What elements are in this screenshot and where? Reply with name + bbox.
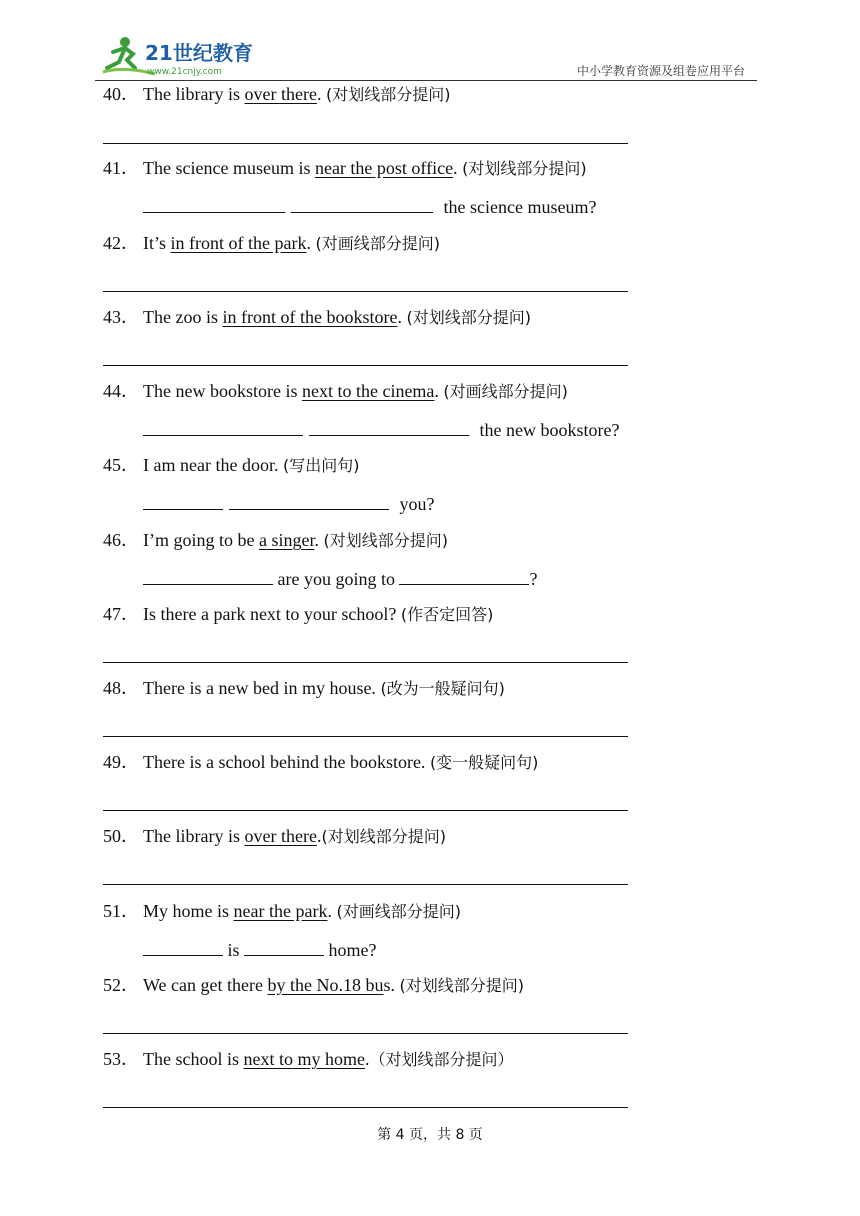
question-51: 51． My home is near the park. (对画线部分提问)	[103, 897, 461, 926]
question-52: 52． We can get there by the No.18 bus. (对划线部分提问)	[103, 971, 524, 1000]
underlined-phrase: near the park	[233, 901, 328, 921]
instruction-note: （对划线部分提问）	[369, 1050, 514, 1069]
instruction-note: (作否定回答)	[400, 605, 494, 624]
answer-row-44: the new bookstore?	[143, 415, 619, 444]
answer-blank[interactable]	[291, 192, 433, 213]
question-number: 53．	[103, 1049, 139, 1069]
question-47: 47． Is there a park next to your school? (作否定回答)	[103, 600, 493, 629]
site-label: 中小学教育资源及组卷应用平台	[576, 64, 745, 78]
question-40: 40． The library is over there. (对划线部分提问)	[103, 80, 450, 109]
underlined-phrase: a singer	[258, 530, 315, 550]
question-number: 44．	[103, 381, 139, 401]
question-number: 45．	[103, 455, 139, 475]
underlined-phrase: in front of the bookstore	[222, 307, 398, 327]
question-number: 43．	[103, 307, 139, 327]
answer-line[interactable]	[103, 291, 628, 292]
question-48: 48． There is a new bed in my house. (改为一般疑问句)	[103, 674, 505, 703]
question-number: 48．	[103, 678, 139, 698]
question-43: 43． The zoo is in front of the bookstore. (对划线部分提问)	[103, 303, 531, 332]
page-header	[95, 32, 757, 82]
instruction-note: (对划线部分提问)	[323, 531, 448, 550]
answer-row-51: is home?	[143, 935, 377, 964]
underlined-phrase: near the post office	[314, 158, 454, 178]
answer-blank[interactable]	[309, 415, 469, 436]
answer-line[interactable]	[103, 143, 628, 144]
answer-blank[interactable]	[143, 489, 223, 510]
instruction-note: (写出问句)	[282, 456, 360, 475]
instruction-note: (对划线部分提问)	[406, 308, 531, 327]
question-number: 47．	[103, 604, 139, 624]
answer-line[interactable]	[103, 810, 628, 811]
answer-blank[interactable]	[244, 935, 324, 956]
underlined-phrase: next to the cinema	[301, 381, 435, 401]
instruction-note: (对划线部分提问)	[325, 85, 451, 104]
answer-blank[interactable]	[143, 192, 285, 213]
question-44: 44． The new bookstore is next to the cinema. (对画线部分提问)	[103, 377, 568, 406]
answer-line[interactable]	[103, 365, 628, 366]
logo-url: www.21cnjy.com	[147, 67, 222, 77]
underlined-phrase: next to my home	[243, 1049, 365, 1069]
answer-line[interactable]	[103, 736, 628, 737]
instruction-note: (改为一般疑问句)	[380, 679, 505, 698]
question-41: 41． The science museum is near the post office. (对划线部分提问)	[103, 154, 587, 183]
question-number: 40．	[103, 84, 139, 104]
underlined-phrase: over there	[244, 84, 317, 104]
instruction-note: (对划线部分提问)	[321, 827, 446, 846]
logo-21cnjy	[95, 32, 295, 80]
instruction-note: (变一般疑问句)	[429, 753, 539, 772]
instruction-note: (对划线部分提问)	[399, 976, 524, 995]
question-number: 50．	[103, 826, 139, 846]
question-45: 45． I am near the door. (写出问句)	[103, 451, 359, 480]
question-46: 46． I’m going to be a singer. (对划线部分提问)	[103, 526, 448, 555]
underlined-phrase: over there	[244, 826, 317, 846]
answer-row-45: you?	[143, 489, 435, 518]
question-42: 42． It’s in front of the park. (对画线部分提问)	[103, 229, 440, 258]
instruction-note: (对画线部分提问)	[336, 902, 461, 921]
logo-text: 21世纪教育	[145, 41, 253, 65]
instruction-note: (对画线部分提问)	[315, 234, 440, 253]
answer-blank[interactable]	[229, 489, 389, 510]
answer-blank[interactable]	[399, 564, 529, 585]
answer-blank[interactable]	[143, 564, 273, 585]
question-number: 49．	[103, 752, 139, 772]
underlined-phrase: by the No.18 bu	[267, 975, 384, 995]
instruction-note: (对划线部分提问)	[462, 159, 587, 178]
underlined-phrase: in front of the park	[170, 233, 307, 253]
answer-line[interactable]	[103, 884, 628, 885]
question-50: 50． The library is over there.(对划线部分提问)	[103, 822, 446, 851]
question-number: 46．	[103, 530, 139, 550]
question-number: 52．	[103, 975, 139, 995]
answer-line[interactable]	[103, 1107, 628, 1108]
answer-row-41: the science museum?	[143, 192, 596, 221]
answer-blank[interactable]	[143, 415, 303, 436]
question-number: 41．	[103, 158, 139, 178]
question-number: 42．	[103, 233, 139, 253]
page-footer: 第 4 页，共 8 页	[377, 1127, 483, 1143]
question-49: 49． There is a school behind the bookstore. (变一般疑问句)	[103, 748, 538, 777]
instruction-note: (对画线部分提问)	[443, 382, 568, 401]
question-number: 51．	[103, 901, 139, 921]
answer-row-46: are you going to ?	[143, 564, 537, 593]
answer-line[interactable]	[103, 1033, 628, 1034]
question-53: 53． The school is next to my home.（对划线部分提问）	[103, 1045, 514, 1074]
answer-blank[interactable]	[143, 935, 223, 956]
answer-line[interactable]	[103, 662, 628, 663]
